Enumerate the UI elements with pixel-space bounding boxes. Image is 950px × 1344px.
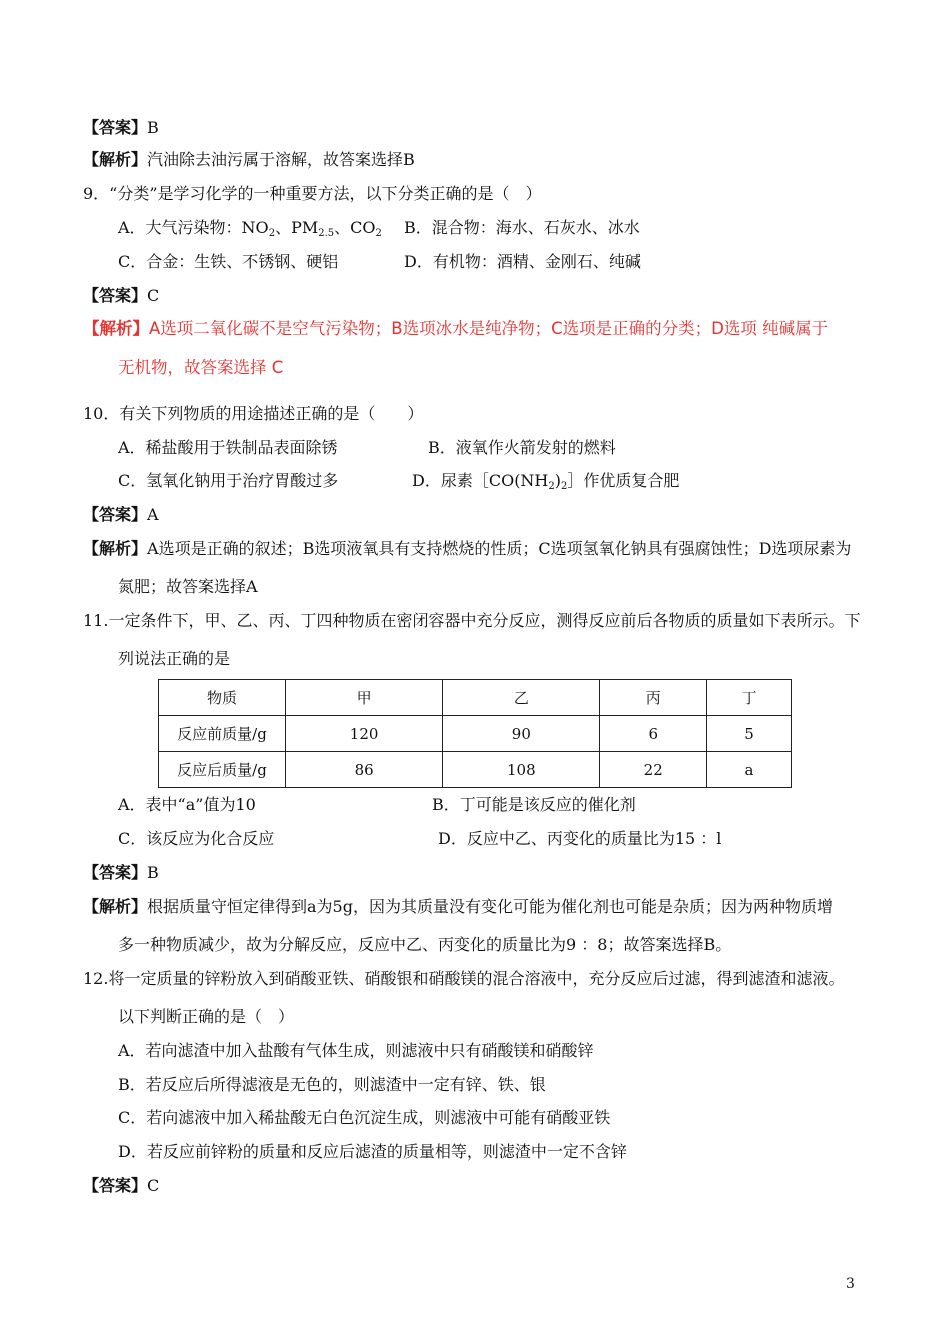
q9-analysis-line1: 【解析】A选项二氧化碳不是空气污染物；B选项冰水是纯净物；C选项是正确的分类；D选项 纯碱属于 xyxy=(83,319,829,338)
q12-option-b: B．若反应后所得滤液是无色的，则滤渣中一定有锌、铁、银 xyxy=(118,1075,546,1094)
q10-option-a: A．稀盐酸用于铁制品表面除锈 xyxy=(118,438,338,457)
q10-analysis-line1: 【解析】A选项是正确的叙述；B选项液氧具有支持燃烧的性质；C选项氢氧化钠具有强腐蚀性；D选项尿素为 xyxy=(83,539,852,558)
table-cell: 22 xyxy=(600,752,707,788)
q12-stem-line2: 以下判断正确的是（ ） xyxy=(118,1007,295,1026)
q11-option-d: D．反应中乙、丙变化的质量比为15 ：l xyxy=(438,829,722,848)
q10-option-c: C．氢氧化钠用于治疗胃酸过多 xyxy=(118,471,339,490)
table-cell: 丙 xyxy=(600,680,707,716)
q11-analysis-line1: 【解析】根据质量守恒定律得到a为5g，因为其质量没有变化可能为催化剂也可能是杂质；因为两种物质增 xyxy=(83,897,833,916)
table-cell: 甲 xyxy=(286,680,443,716)
q9-stem: 9．“分类”是学习化学的一种重要方法，以下分类正确的是（ ） xyxy=(83,184,542,203)
answer-label: 【答案】 xyxy=(83,118,148,137)
q9-answer: 【答案】C xyxy=(83,286,160,305)
q10-option-b: B．液氧作火箭发射的燃料 xyxy=(428,438,616,457)
answer-value: B xyxy=(147,118,159,137)
q9-option-b: B．混合物：海水、石灰水、冰水 xyxy=(404,218,640,237)
q12-answer: 【答案】C xyxy=(83,1176,160,1195)
q10-analysis-line2: 氮肥；故答案选择A xyxy=(118,577,258,596)
q11-answer: 【答案】B xyxy=(83,863,159,882)
q11-option-c: C．该反应为化合反应 xyxy=(118,829,275,848)
table-cell: 108 xyxy=(443,752,600,788)
table-cell: 反应前质量/g xyxy=(159,716,286,752)
table-cell: 90 xyxy=(443,716,600,752)
table-header-row xyxy=(159,680,792,716)
q10-stem: 10．有关下列物质的用途描述正确的是（ ） xyxy=(83,404,424,423)
table-cell: 120 xyxy=(286,716,443,752)
q11-analysis-line2: 多一种物质减少，故为分解反应，反应中乙、丙变化的质量比为9 ：8；故答案选择B。 xyxy=(118,935,732,954)
table-cell: 物质 xyxy=(159,680,286,716)
q11-option-b: B．丁可能是该反应的催化剂 xyxy=(432,795,636,814)
q11-stem-line1: 11.一定条件下，甲、乙、丙、丁四种物质在密闭容器中充分反应，测得反应前后各物质的质量如下表所示。下 xyxy=(83,611,861,630)
q8-answer xyxy=(83,117,159,139)
page-number: 3 xyxy=(846,1276,855,1292)
table-row xyxy=(159,752,792,788)
table-cell: 乙 xyxy=(443,680,600,716)
q9-option-c: C．合金：生铁、不锈钢、硬铝 xyxy=(118,252,339,271)
table-cell: 6 xyxy=(600,716,707,752)
q10-answer: 【答案】A xyxy=(83,505,159,524)
table-cell: 反应后质量/g xyxy=(159,752,286,788)
q11-option-a: A．表中“a”值为10 xyxy=(118,795,256,814)
q8-analysis xyxy=(83,149,415,171)
q10-option-d: D．尿素$[CO(NH_2)_2]$作优质复合肥 xyxy=(412,471,680,492)
analysis-text: 汽油除去油污属于溶解，故答案选择B xyxy=(147,150,415,169)
q12-option-c: C．若向滤液中加入稀盐酸无白色沉淀生成，则滤液中可能有硝酸亚铁 xyxy=(118,1108,611,1127)
table-cell: a xyxy=(707,752,792,788)
q12-option-a: A．若向滤渣中加入盐酸有气体生成，则滤液中只有硝酸镁和硝酸锌 xyxy=(118,1041,594,1060)
table-cell: 丁 xyxy=(707,680,792,716)
table-cell: 5 xyxy=(707,716,792,752)
table-cell: 86 xyxy=(286,752,443,788)
q12-option-d: D．若反应前锌粉的质量和反应后滤渣的质量相等，则滤渣中一定不含锌 xyxy=(118,1142,627,1161)
mass-table xyxy=(158,679,792,788)
q9-option-d: D．有机物：酒精、金刚石、纯碱 xyxy=(404,252,641,271)
q12-stem-line1: 12.将一定质量的锌粉放入到硝酸亚铁、硝酸银和硝酸镁的混合溶液中，充分反应后过滤，得到滤渣和滤液。 xyxy=(83,969,845,988)
analysis-label: 【解析】 xyxy=(83,150,148,169)
table-row xyxy=(159,716,792,752)
q9-option-a: A．大气污染物：$NO_2$、$PM_{2.5}$、$CO_2$ xyxy=(118,218,382,239)
q9-analysis-line2: 无机物，故答案选择 C xyxy=(118,358,284,377)
q11-stem-line2: 列说法正确的是 xyxy=(118,649,231,668)
